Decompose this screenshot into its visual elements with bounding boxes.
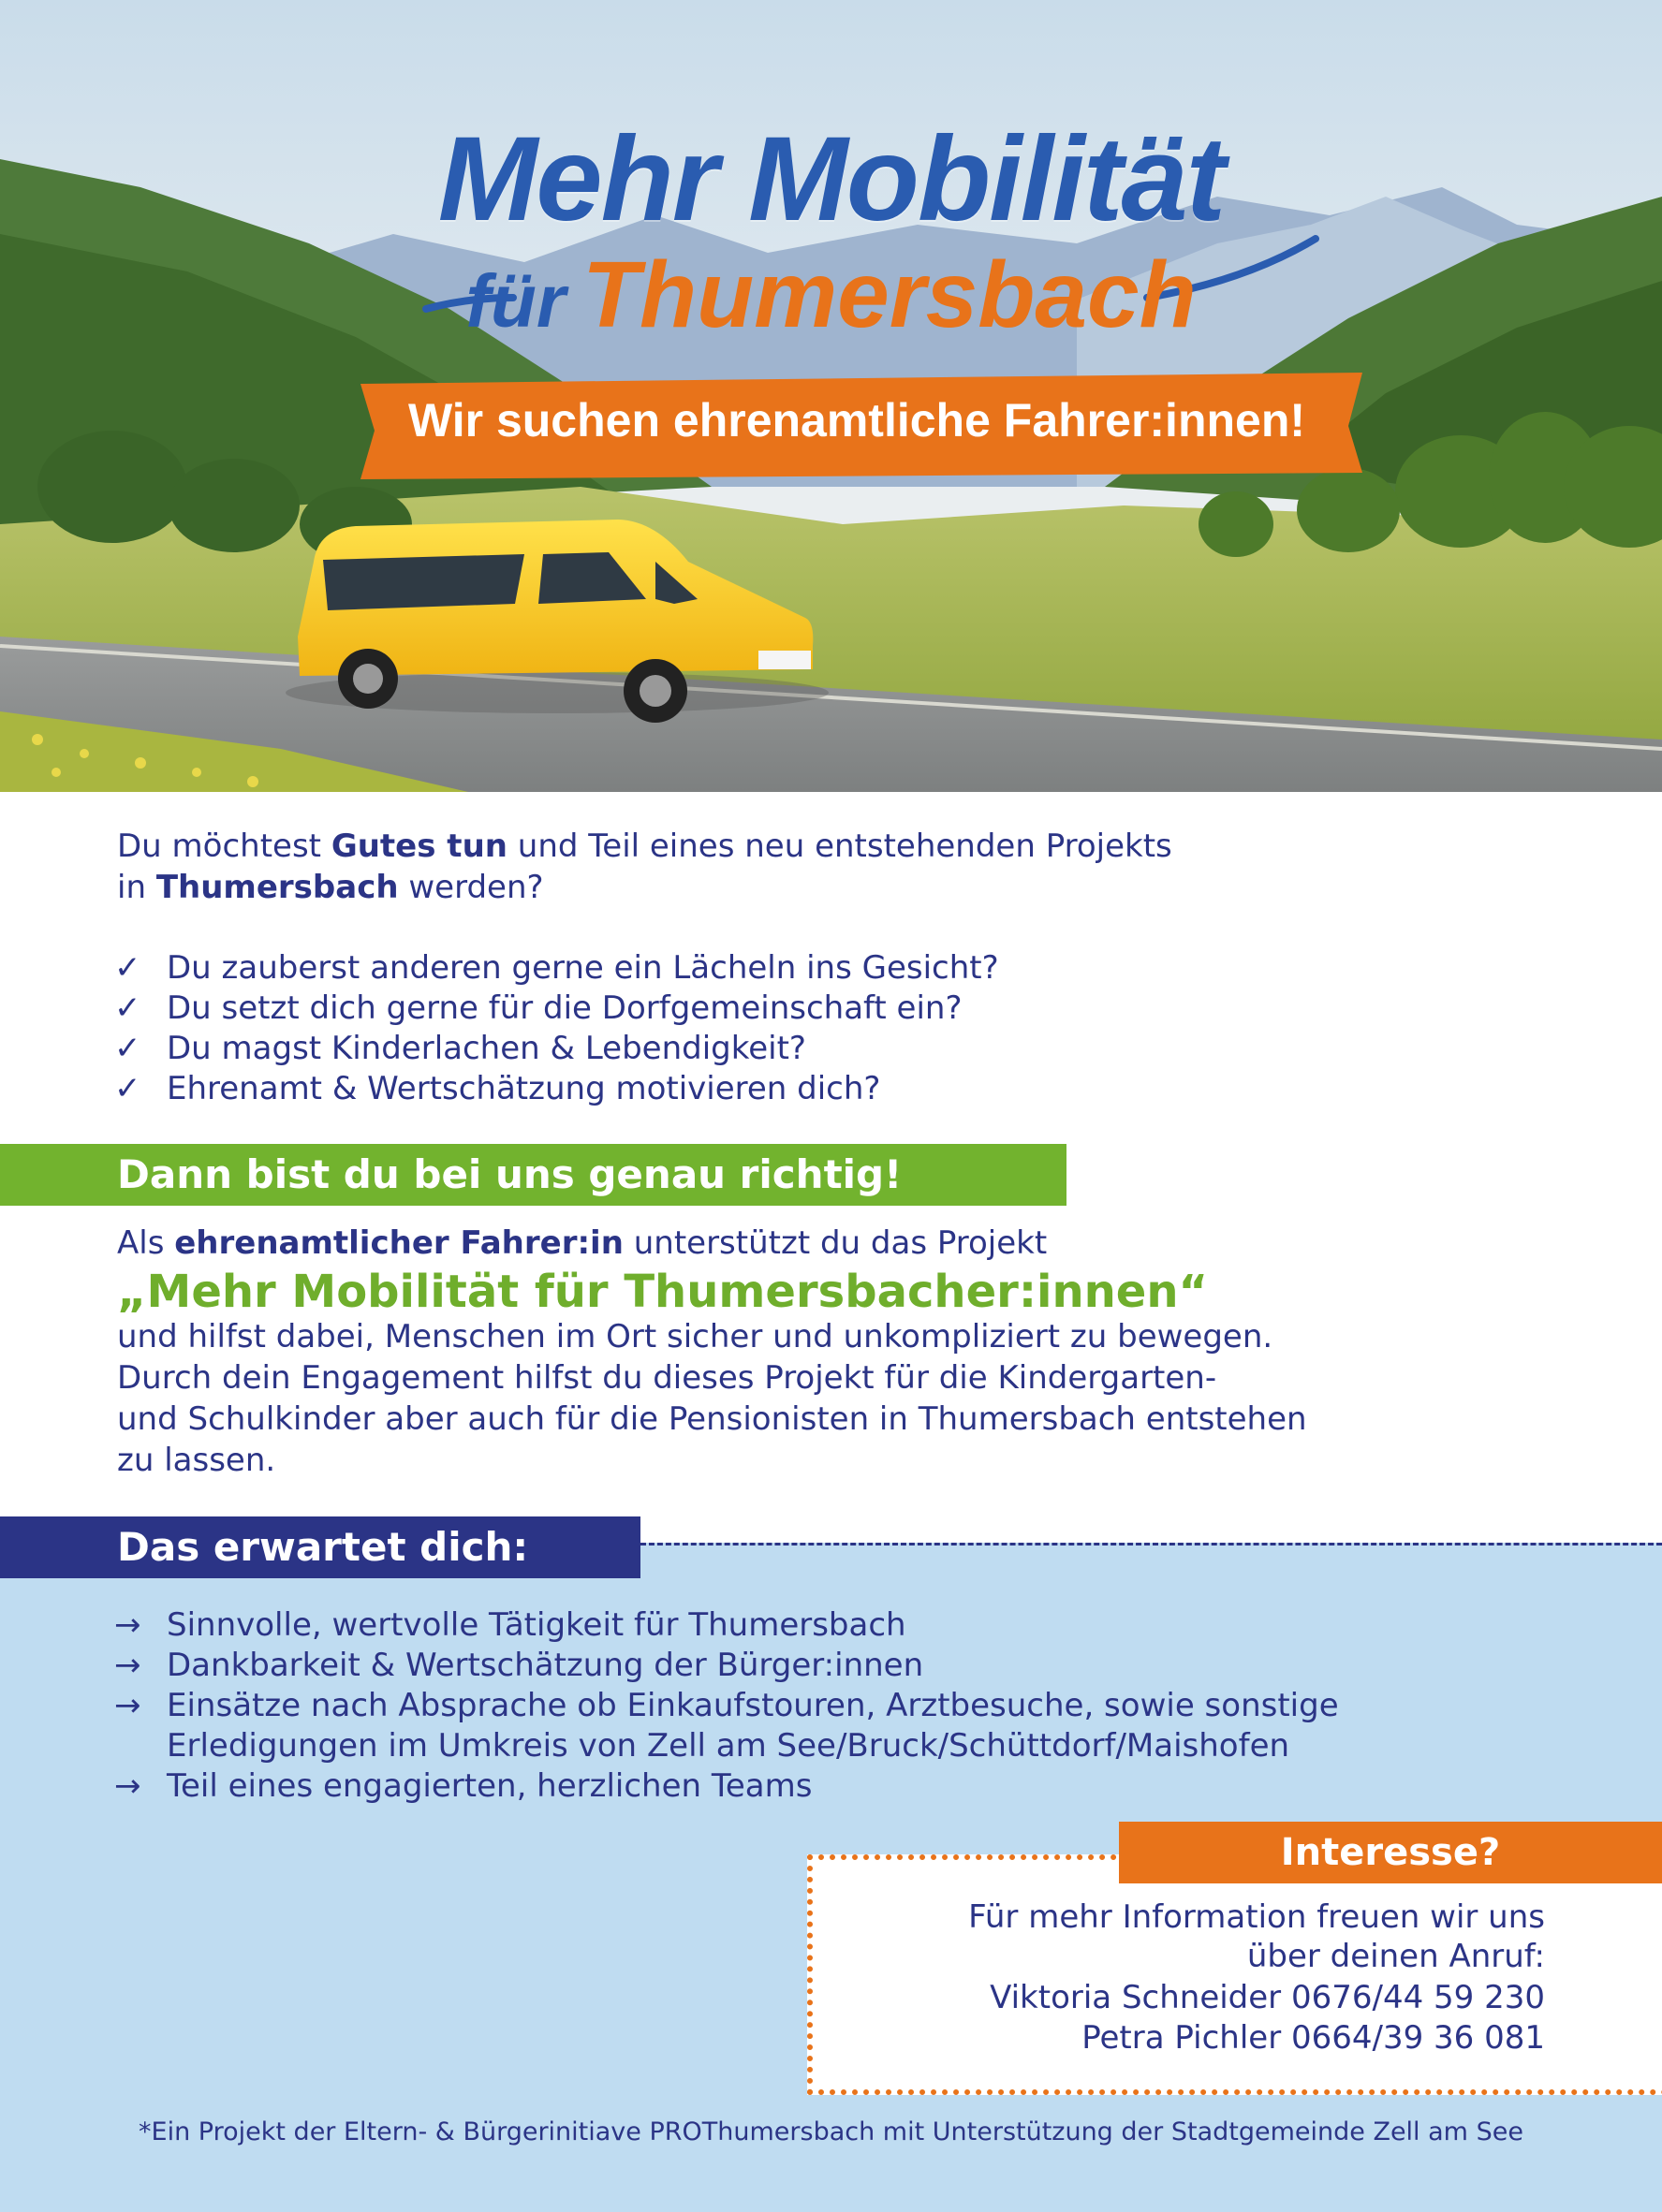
intro-text: in <box>117 869 156 906</box>
list-item <box>114 1028 806 1069</box>
list-item <box>114 1645 923 1686</box>
contact-heading-bar <box>1119 1822 1662 1883</box>
hero-subtitle-fuer: für <box>465 259 566 343</box>
list-item-text: Teil eines engagierten, herzlichen Teams <box>167 1767 813 1805</box>
list-item <box>114 1604 906 1646</box>
checkmark-icon: ✓ <box>114 949 141 987</box>
hero-banner: Wir suchen ehrenamtliche Fahrer:innen! <box>407 394 1306 447</box>
list-item-continuation <box>114 1725 1289 1766</box>
green-heading-bar <box>0 1144 1066 1206</box>
list-item-text: Ehrenamt & Wertschätzung motivieren dich? <box>167 1070 881 1107</box>
intro-text: Du möchtest <box>117 828 331 865</box>
contact-phone: Viktoria Schneider 0676/44 59 230 <box>990 1979 1545 2016</box>
list-item <box>114 988 963 1029</box>
intro-emphasis: Gutes tun <box>331 828 507 865</box>
intro-line-1 <box>117 826 1172 867</box>
intro-emphasis: Thumersbach <box>155 869 399 906</box>
list-item <box>114 1765 812 1807</box>
list-item-text: Erledigungen im Umkreis von Zell am See/Bruck/Schüttdorf/Maishofen <box>167 1727 1290 1765</box>
project-line: und Schulkinder aber auch für die Pensionisten in Thumersbach entstehen <box>117 1400 1307 1438</box>
contact-line: über deinen Anruf: <box>1246 1938 1545 1975</box>
hero-subtitle <box>0 242 1662 349</box>
list-item-text: Sinnvolle, wertvolle Tätigkeit für Thumersbach <box>167 1606 906 1644</box>
hero-subtitle-place: Thumersbach <box>581 242 1197 347</box>
project-quote: „Mehr Mobilität für Thumersbacher:innen“ <box>117 1266 1209 1318</box>
arrow-right-icon: → <box>114 1606 141 1644</box>
contact-heading: Interesse? <box>1280 1831 1501 1874</box>
project-line-1 <box>117 1223 1047 1264</box>
intro-line-2 <box>117 867 544 908</box>
checkmark-icon: ✓ <box>114 1070 141 1107</box>
list-item-text: Du setzt dich gerne für die Dorfgemeinschaft ein? <box>167 989 963 1027</box>
expect-heading-bar <box>0 1516 640 1578</box>
list-item-text: Du magst Kinderlachen & Lebendigkeit? <box>167 1030 806 1067</box>
project-line: und hilfst dabei, Menschen im Ort sicher und unkompliziert zu bewegen. <box>117 1318 1273 1355</box>
list-item-text: Dankbarkeit & Wertschätzung der Bürger:innen <box>167 1647 924 1684</box>
project-text: unterstützt du das Projekt <box>623 1224 1048 1262</box>
arrow-right-icon: → <box>114 1647 141 1684</box>
arrow-right-icon: → <box>114 1687 141 1724</box>
checkmark-icon: ✓ <box>114 1030 141 1067</box>
contact-phone: Petra Pichler 0664/39 36 081 <box>1081 2019 1545 2057</box>
list-item <box>114 947 999 989</box>
project-text: Als <box>117 1224 175 1262</box>
arrow-right-icon: → <box>114 1767 141 1805</box>
intro-text: und Teil eines neu entstehenden Projekts <box>507 828 1172 865</box>
checkmark-icon: ✓ <box>114 989 141 1027</box>
green-heading: Dann bist du bei uns genau richtig! <box>117 1151 903 1197</box>
hero-image <box>0 0 1662 792</box>
project-line: Durch dein Engagement hilfst du dieses Projekt für die Kindergarten- <box>117 1359 1217 1397</box>
list-item-text: Du zauberst anderen gerne ein Lächeln ins Gesicht? <box>167 949 999 987</box>
intro-text: werden? <box>398 869 544 906</box>
contact-line: Für mehr Information freuen wir uns <box>968 1898 1545 1936</box>
list-item <box>114 1685 1339 1726</box>
footnote: *Ein Projekt der Eltern- & Bürgerinitiave PROThumersbach mit Unterstützung der Stadtgemeinde Zell am See <box>139 2117 1523 2146</box>
project-line: zu lassen. <box>117 1442 276 1479</box>
list-item <box>114 1068 880 1109</box>
expect-heading: Das erwartet dich: <box>117 1524 529 1570</box>
hero-title: Mehr Mobilität <box>437 112 1225 246</box>
list-item-text: Einsätze nach Absprache ob Einkaufstouren, Arztbesuche, sowie sonstige <box>167 1687 1339 1724</box>
project-emphasis: ehrenamtlicher Fahrer:in <box>174 1224 624 1262</box>
dashed-divider <box>640 1543 1662 1545</box>
